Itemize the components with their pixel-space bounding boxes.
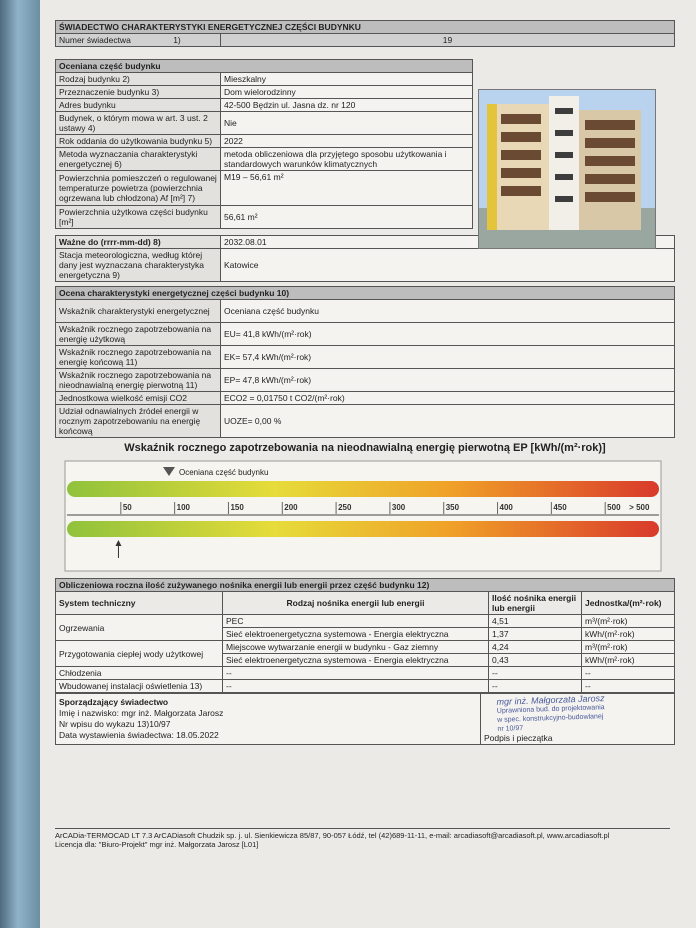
cert-number-ref: 1): [173, 35, 181, 45]
author-registration: Nr wpisu do wykazu 13)10/97: [59, 719, 171, 729]
building-photo: [478, 89, 656, 249]
stamp-name: mgr inż. Małgorzata Jarosz: [496, 693, 605, 707]
row-value: UOZE= 0,00 %: [221, 405, 675, 438]
author-table: [55, 693, 675, 745]
stamp-line: w spec. konstrukcyjno-budowlanej: [497, 713, 604, 724]
table-row: [56, 86, 473, 99]
col-system-header: System techniczny: [56, 592, 223, 615]
ep-scale-tick-label: 500: [607, 503, 621, 512]
footer-software-line: ArCADia-TERMOCAD LT 7.3 ArCADiasoft Chudzik sp. j. ul. Sienkiewicza 85/87, 90-057 Łódź, tel (42)689-11-11, e-mail: arcadiasoft@arcadiasoft.pl, www.arcadiasoft.pl: [55, 831, 610, 840]
certificate-page: [55, 20, 675, 745]
table-row: [56, 148, 473, 171]
col-qty-header: Ilość nośnika energii lub energii: [489, 592, 582, 615]
table-row: [56, 171, 473, 206]
table-row: [56, 615, 675, 628]
table-row: [56, 99, 473, 112]
system-cell: Wbudowanej instalacji oświetlenia 13): [56, 680, 223, 693]
row-label: Adres budynku: [56, 99, 221, 112]
system-cell: Przygotowania ciepłej wody użytkowej: [56, 641, 223, 667]
row-value: metoda obliczeniowa dla przyjętego sposobu użytkowania i standardowych warunków klimatycznych: [221, 148, 473, 171]
signature-block: [481, 694, 675, 745]
ep-scale-tick-label: 100: [176, 503, 190, 512]
weather-station-label: Stacja meteorologiczna, według której dany jest wyznaczana charakterystyka energetyczna 9): [56, 249, 221, 282]
row-value: 2022: [221, 135, 473, 148]
row-value: ECO2 = 0,01750 t CO2/(m²·rok): [221, 392, 675, 405]
ep-scale-tick-label: 350: [445, 503, 460, 512]
ep-scale-tick-label: 150: [230, 503, 244, 512]
row-value: EP= 47,8 kWh/(m²·rok): [221, 369, 675, 392]
table-row: [56, 135, 473, 148]
binder-edge: [0, 0, 40, 928]
table-row: [56, 667, 675, 680]
footer-license-line: Licencja dla: "Biuro-Projekt" mgr inż. Małgorzata Jarosz [L01]: [55, 840, 259, 849]
row-value: Mieszkalny: [221, 73, 473, 86]
table-row: [56, 405, 675, 438]
ep-scale-tick-label: 400: [499, 503, 513, 512]
unit-cell: --: [582, 667, 675, 680]
issue-date: Data wystawienia świadectwa: 18.05.2022: [59, 730, 219, 740]
ep-scale-tick-label: > 500: [629, 503, 650, 512]
ep-scale-tick-label: 200: [284, 503, 298, 512]
ep-scale-svg: [55, 458, 675, 576]
weather-station-value: Katowice: [221, 249, 675, 282]
ep-scale-tick-label: 450: [553, 503, 567, 512]
row-value: Nie: [221, 112, 473, 135]
ep-scale-bar-top: [67, 481, 659, 497]
carrier-cell: --: [223, 680, 489, 693]
qty-cell: 4,24: [489, 641, 582, 654]
col-carrier-header: Rodzaj nośnika energii lub energii: [223, 592, 489, 615]
unit-cell: --: [582, 680, 675, 693]
qty-cell: --: [489, 680, 582, 693]
table-row: [56, 369, 675, 392]
row-label: Rodzaj budynku 2): [56, 73, 221, 86]
table-row: [56, 323, 675, 346]
ep-scale-tick-label: 50: [122, 503, 132, 512]
unit-cell: m³/(m²·rok): [582, 615, 675, 628]
table-row: [56, 346, 675, 369]
row-value: M19 – 56,61 m²: [221, 171, 473, 206]
ep-scale-title: Wskaźnik rocznego zapotrzebowania na nieodnawialną energię pierwotną EP [kWh/(m²·rok)]: [124, 442, 606, 454]
carrier-cell: Sieć elektroenergetyczna systemowa - Energia elektryczna: [223, 654, 489, 667]
row-label: Budynek, o którym mowa w art. 3 ust. 2 ustawy 4): [56, 112, 221, 135]
row-label: Powierzchnia użytkowa części budynku [m²]: [56, 206, 221, 229]
qty-cell: 4,51: [489, 615, 582, 628]
row-label: Przeznaczenie budynku 3): [56, 86, 221, 99]
row-label: Wskaźnik rocznego zapotrzebowania na energię końcową 11): [56, 346, 221, 369]
stamp-line: nr 10/97: [497, 724, 524, 733]
table-row: [56, 392, 675, 405]
qty-cell: 1,37: [489, 628, 582, 641]
section-building-title: Oceniana część budynku: [56, 60, 473, 73]
author-stamp: [496, 694, 605, 734]
software-footer: [55, 828, 670, 849]
row-label: Metoda wyznaczania charakterystyki energetycznej 6): [56, 148, 221, 171]
system-cell: Ogrzewania: [56, 615, 223, 641]
row-label: Jednostkowa wielkość emisji CO2: [56, 392, 221, 405]
author-title: Sporządzający świadectwo: [59, 697, 169, 707]
section-assessment-title: Ocena charakterystyki energetycznej części budynku 10): [56, 287, 675, 300]
cert-number-label: [56, 34, 221, 47]
author-name: Imię i nazwisko: mgr inż. Małgorzata Jarosz: [59, 708, 224, 718]
row-label: Wskaźnik charakterystyki energetycznej: [56, 300, 221, 323]
row-value: EK= 57,4 kWh/(m²·rok): [221, 346, 675, 369]
row-label: Powierzchnia pomieszczeń o regulowanej temperaturze powietrza (powierzchnia ogrzewana lub chłodzona) Af [m²] 7): [56, 171, 221, 206]
unit-cell: kWh/(m²·rok): [582, 654, 675, 667]
carrier-cell: --: [223, 667, 489, 680]
carrier-cell: PEC: [223, 615, 489, 628]
valid-until-label: Ważne do (rrrr-mm-dd) 8): [56, 236, 221, 249]
unit-cell: m³/(m²·rok): [582, 641, 675, 654]
carrier-cell: Sieć elektroenergetyczna systemowa - Energia elektryczna: [223, 628, 489, 641]
building-marker-label: Oceniana część budynku: [179, 468, 269, 477]
row-value: 42-500 Będzin ul. Jasna dz. nr 120: [221, 99, 473, 112]
certificate-title: ŚWIADECTWO CHARAKTERYSTYKI ENERGETYCZNEJ CZĘŚCI BUDYNKU: [56, 21, 675, 34]
system-cell: Chłodzenia: [56, 667, 223, 680]
row-label: Rok oddania do użytkowania budynku 5): [56, 135, 221, 148]
energy-carrier-table: [55, 578, 675, 693]
ep-scale-bar-bottom: [67, 521, 659, 537]
unit-cell: kWh/(m²·rok): [582, 628, 675, 641]
building-table: [55, 59, 473, 229]
row-value: EU= 41,8 kWh/(m²·rok): [221, 323, 675, 346]
valid-until-value: 2032.08.01: [221, 236, 675, 249]
table-row: [56, 73, 473, 86]
row-value: 56,61 m²: [221, 206, 473, 229]
qty-cell: 0,43: [489, 654, 582, 667]
row-label: Wskaźnik rocznego zapotrzebowania na energię użytkową: [56, 323, 221, 346]
row-value: Dom wielorodzinny: [221, 86, 473, 99]
author-block: [56, 694, 481, 745]
signature-label: Podpis i pieczątka: [484, 733, 553, 743]
row-label: Udział odnawialnych źródeł energii w rocznym zapotrzebowaniu na energię końcową: [56, 405, 221, 438]
carrier-cell: Miejscowe wytwarzanie energii w budynku - Gaz ziemny: [223, 641, 489, 654]
col-unit-header: Jednostka/(m²·rok): [582, 592, 675, 615]
row-label: Wskaźnik rocznego zapotrzebowania na nieodnawialną energię pierwotną 11): [56, 369, 221, 392]
qty-cell: --: [489, 667, 582, 680]
cert-number-value: 19: [221, 34, 675, 47]
stamp-line: Uprawniona bud. do projektowania: [496, 704, 605, 715]
cert-number-label-text: Numer świadectwa: [59, 35, 131, 45]
header-table: [55, 20, 675, 47]
table-row: [56, 206, 473, 229]
row-value: Oceniana część budynku: [221, 300, 675, 323]
table-row: [56, 641, 675, 654]
ep-scale-tick-label: 250: [338, 503, 352, 512]
energy-assessment-table: [55, 286, 675, 438]
table-row: [56, 680, 675, 693]
section-carrier-title: Obliczeniowa roczna ilość zużywanego nośnika energii lub energii przez część budynku 12): [56, 579, 675, 592]
ep-scale: [55, 458, 675, 576]
table-row: [56, 112, 473, 135]
ep-scale-tick-label: 300: [391, 503, 406, 512]
table-row: [56, 300, 675, 323]
